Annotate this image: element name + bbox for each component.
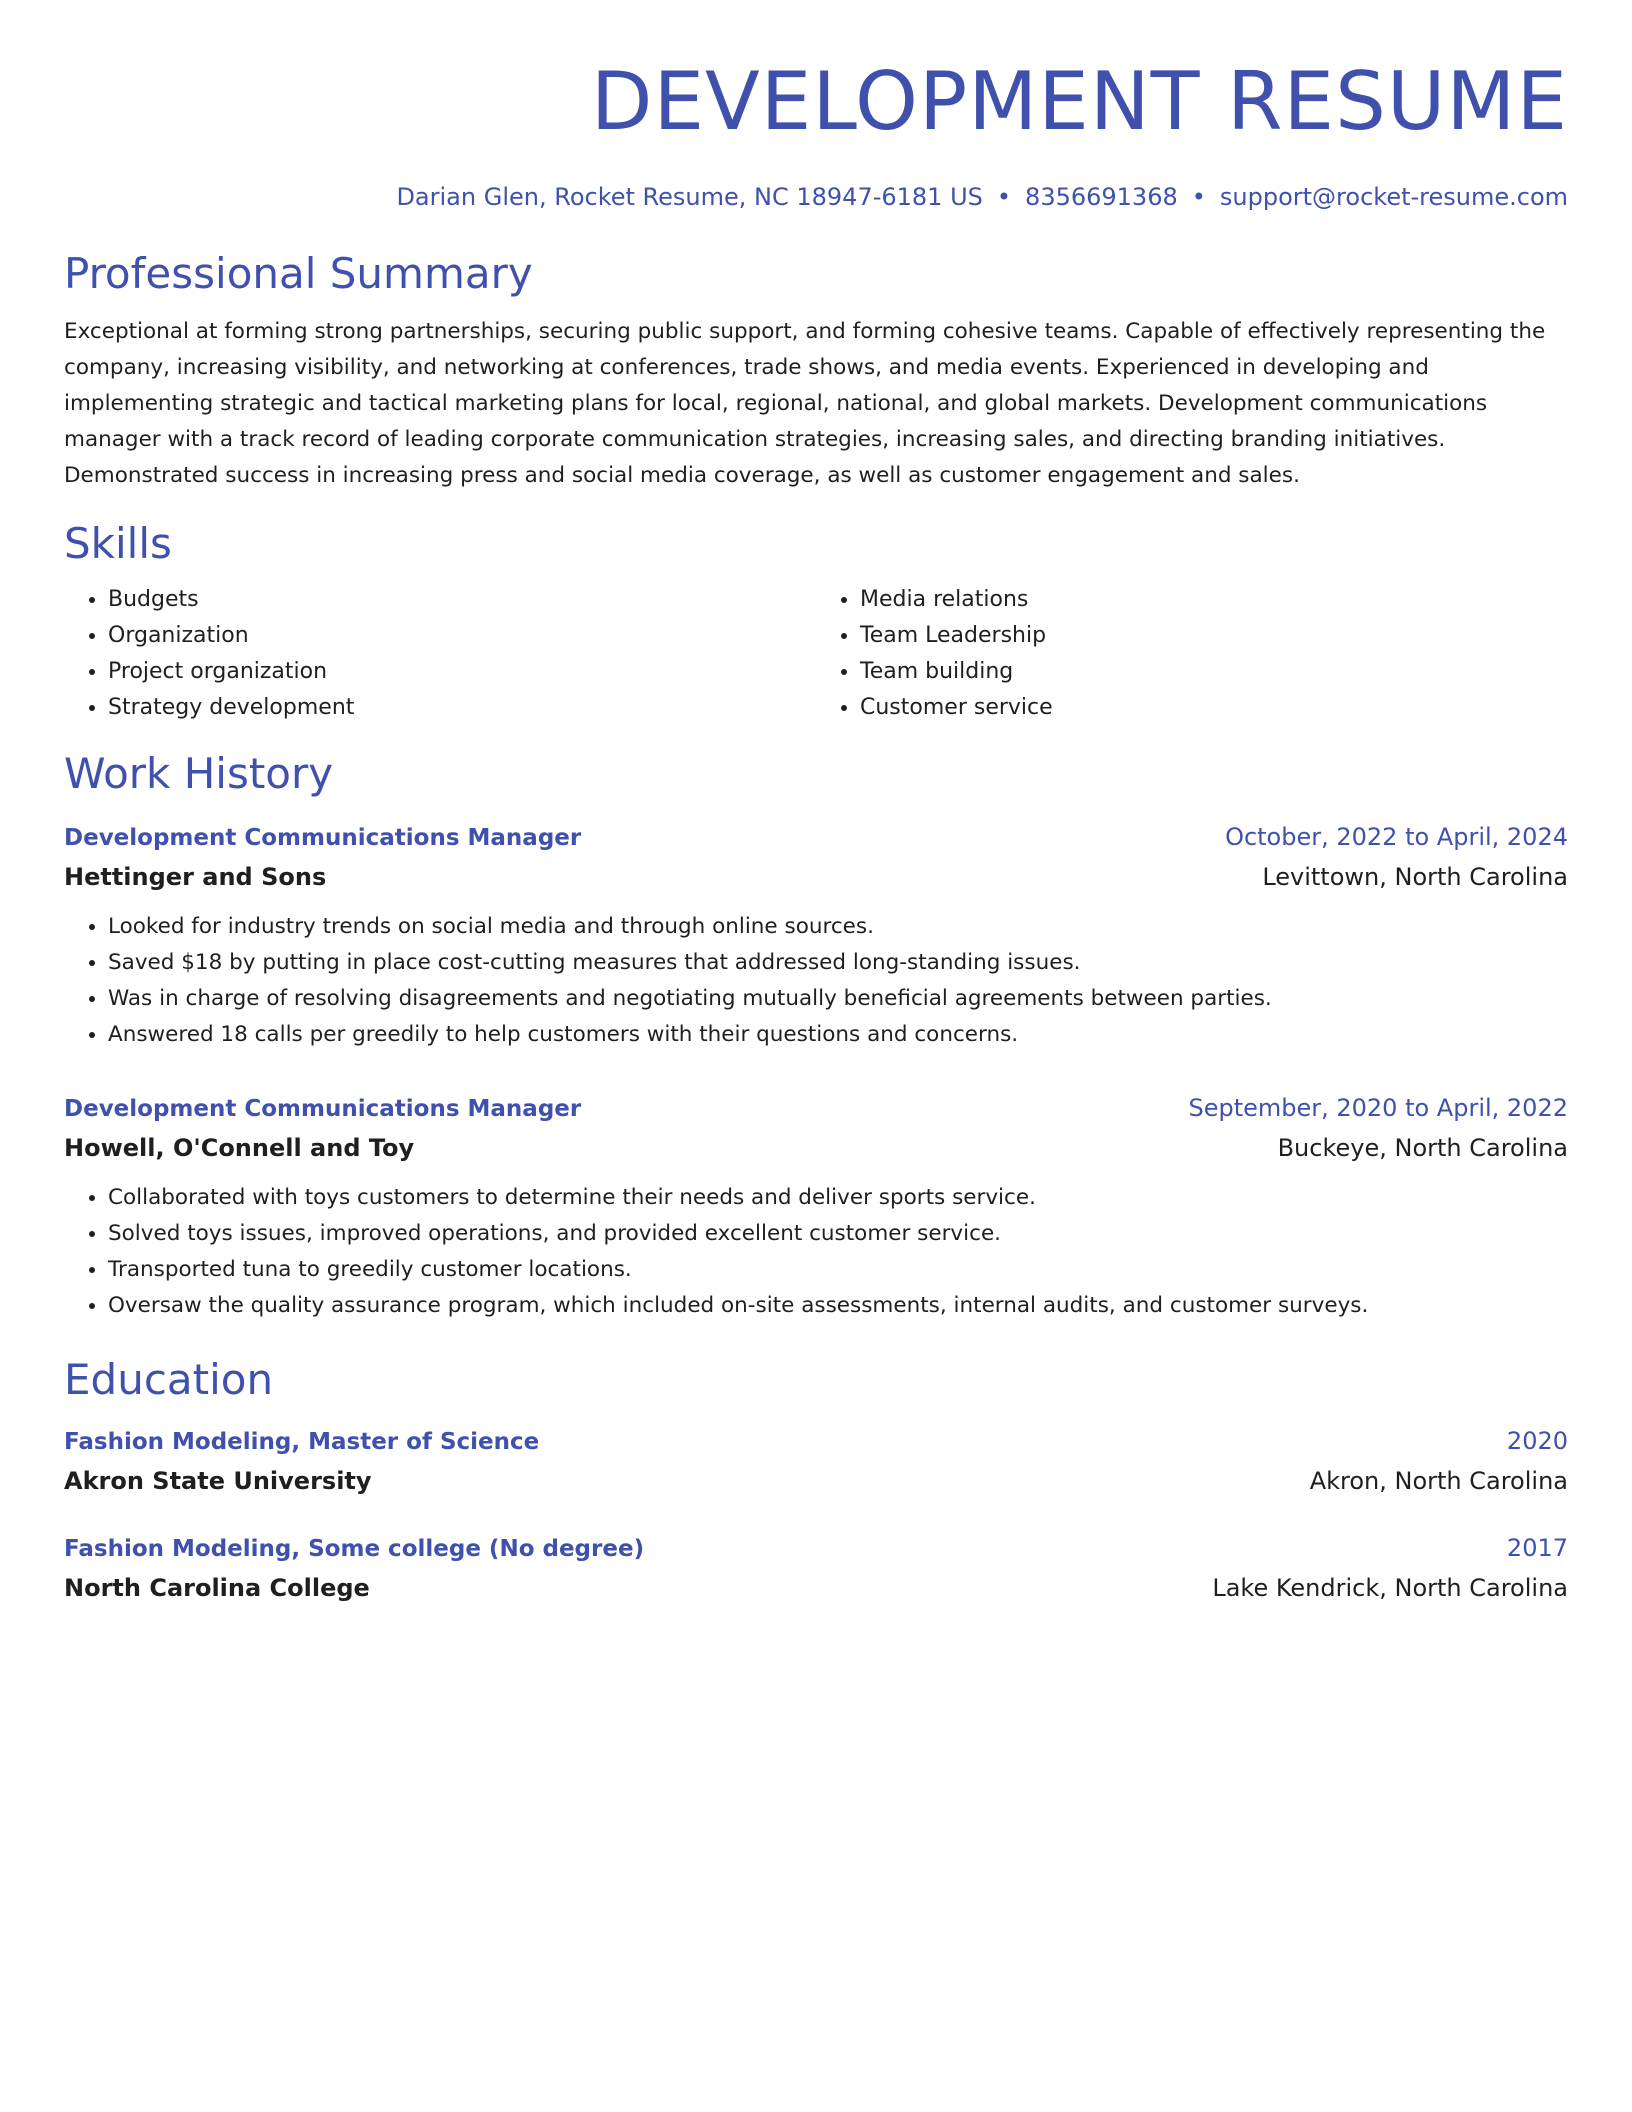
skills-column-right: [816, 582, 1568, 726]
job-bullets: [64, 1180, 1568, 1324]
job-dates: September, 2020 to April, 2022: [1188, 1094, 1568, 1122]
job-bullet: • Was in charge of resolving disagreements and negotiating mutually beneficial agreements between parties.: [108, 981, 1568, 1017]
education-degree: Fashion Modeling, Some college (No degree): [64, 1536, 645, 1562]
education-entry: [64, 1422, 1568, 1501]
job-entry: [64, 818, 1568, 1053]
job-entry: [64, 1089, 1568, 1324]
job-title: Development Communications Manager: [64, 825, 582, 851]
job-location: Buckeye, North Carolina: [1277, 1134, 1568, 1162]
education-entry: [64, 1529, 1568, 1608]
contact-separator: •: [1191, 183, 1206, 211]
resume-title: DEVELOPMENT RESUME: [590, 55, 1568, 148]
education-section: [64, 1354, 1568, 1608]
job-bullet: • Collaborated with toys customers to determine their needs and deliver sports service.: [108, 1180, 1568, 1216]
skill-item: • Project organization: [108, 654, 816, 690]
job-bullet: • Answered 18 calls per greedily to help customers with their questions and concerns.: [108, 1017, 1568, 1053]
education-location: Akron, North Carolina: [1309, 1467, 1568, 1495]
skill-item: • Strategy development: [108, 690, 816, 726]
education-school: Akron State University: [64, 1467, 372, 1495]
job-bullets: [64, 909, 1568, 1053]
skill-item: • Customer service: [860, 690, 1568, 726]
job-bullet: • Solved toys issues, improved operations, and provided excellent customer service.: [108, 1216, 1568, 1252]
job-company: Howell, O'Connell and Toy: [64, 1134, 415, 1162]
contact-phone: 8356691368: [1025, 183, 1178, 211]
job-bullet: • Saved $18 by putting in place cost-cutting measures that addressed long-standing issues.: [108, 945, 1568, 981]
job-title: Development Communications Manager: [64, 1096, 582, 1122]
contact-email[interactable]: support@rocket-resume.com: [1219, 183, 1568, 211]
job-bullet: • Oversaw the quality assurance program, which included on-site assessments, internal audits, and customer surveys.: [108, 1288, 1568, 1324]
education-degree: Fashion Modeling, Master of Science: [64, 1429, 540, 1455]
skills-heading: Skills: [64, 519, 172, 568]
skills-list: [64, 582, 1568, 726]
education-year: 2017: [1506, 1534, 1568, 1562]
education-school: North Carolina College: [64, 1574, 370, 1602]
skill-item: • Media relations: [860, 582, 1568, 618]
job-location: Levittown, North Carolina: [1262, 863, 1568, 891]
job-bullet: • Transported tuna to greedily customer locations.: [108, 1252, 1568, 1288]
summary-text: Exceptional at forming strong partnerships, securing public support, and forming cohesive teams. Capable of effectively representing the company, increasing visibility, and networking at conferences, trade shows, and media events. Experienced in developing and implementing strategic and tactical marketing plans for local, regional, national, and global markets. Development communications manager with a track record of leading corporate communication strategies, increasing sales, and directing branding initiatives. Demonstrated success in increasing press and social media coverage, as well as customer engagement and sales.: [64, 319, 1546, 488]
summary-section: [64, 248, 1568, 494]
contact-separator: •: [996, 183, 1012, 211]
skills-column-left: [64, 582, 816, 726]
job-bullet: • Looked for industry trends on social media and through online sources.: [108, 909, 1568, 945]
skill-item: • Team building: [860, 654, 1568, 690]
skill-item: • Organization: [108, 618, 816, 654]
contact-line: [64, 180, 1568, 214]
education-year: 2020: [1506, 1427, 1568, 1455]
education-heading: Education: [64, 1355, 274, 1404]
contact-address: Darian Glen, Rocket Resume, NC 18947-6181 US: [396, 183, 983, 211]
work-heading: Work History: [64, 749, 334, 798]
skill-item: • Budgets: [108, 582, 816, 618]
work-section: [64, 748, 1568, 1324]
job-dates: October, 2022 to April, 2024: [1225, 823, 1568, 851]
education-location: Lake Kendrick, North Carolina: [1212, 1574, 1568, 1602]
summary-heading: Professional Summary: [64, 249, 533, 298]
skills-section: [64, 518, 1568, 726]
skill-item: • Team Leadership: [860, 618, 1568, 654]
job-company: Hettinger and Sons: [64, 863, 327, 891]
